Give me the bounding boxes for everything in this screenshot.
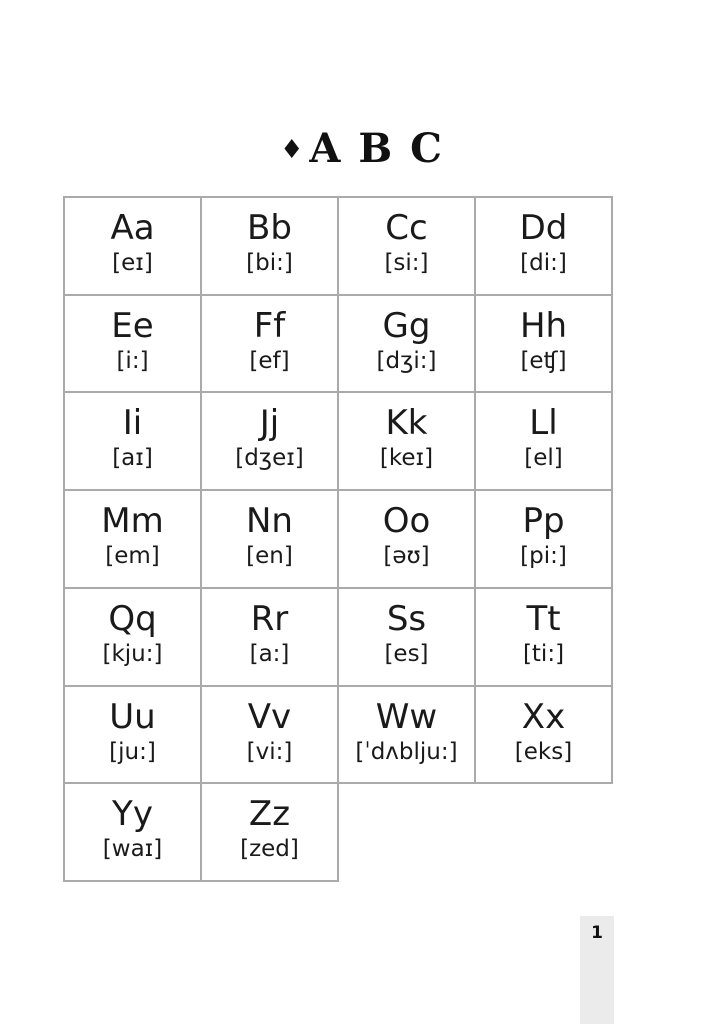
alphabet-cell (474, 391, 613, 491)
letter-pair: Yy (112, 794, 153, 834)
letter-pair: Cc (385, 208, 428, 248)
alphabet-cell (337, 294, 476, 393)
alphabet-cell (337, 391, 476, 491)
letter-pair: Ww (375, 697, 438, 737)
letter-pronunciation: [a:] (249, 641, 290, 667)
letter-pair: Ll (529, 403, 558, 443)
letter-pair: Tt (526, 599, 561, 639)
letter-pronunciation: [keɪ] (379, 445, 434, 471)
letter-pair: Gg (382, 306, 431, 346)
alphabet-cell (200, 685, 339, 784)
letter-pronunciation: [əʊ] (383, 543, 430, 569)
alphabet-table (63, 196, 614, 880)
alphabet-cell (63, 294, 202, 393)
letter-pronunciation: [waɪ] (102, 836, 163, 862)
alphabet-cell (200, 294, 339, 393)
letter-pronunciation: [i:] (116, 348, 149, 374)
letter-pronunciation: [eks] (514, 739, 573, 765)
letter-pair: Ii (122, 403, 143, 443)
letter-pronunciation: [eɪ] (112, 250, 153, 276)
diamond-icon: ♦ (280, 135, 306, 165)
letter-pair: Kk (385, 403, 428, 443)
letter-pronunciation: [bi:] (246, 250, 293, 276)
letter-pair: Zz (248, 794, 291, 834)
letter-pair: Rr (250, 599, 289, 639)
page-number: 1 (591, 923, 603, 943)
alphabet-cell (474, 294, 613, 393)
alphabet-cell (200, 489, 339, 589)
letter-pair: Xx (521, 697, 566, 737)
alphabet-cell (200, 391, 339, 491)
alphabet-cell (200, 587, 339, 687)
page-title (0, 122, 724, 177)
letter-pronunciation: [kju:] (102, 641, 163, 667)
letter-pronunciation: [es] (384, 641, 429, 667)
page-title-text: A B C (309, 125, 444, 172)
alphabet-cell (337, 587, 476, 687)
letter-pronunciation: [em] (105, 543, 160, 569)
alphabet-cell (63, 587, 202, 687)
alphabet-cell (474, 196, 613, 296)
page-number-tab (580, 916, 614, 1024)
letter-pronunciation: [el] (524, 445, 563, 471)
letter-pair: Uu (109, 697, 156, 737)
letter-pronunciation: [ef] (249, 348, 290, 374)
letter-pair: Mm (101, 501, 164, 541)
letter-pair: Dd (519, 208, 568, 248)
alphabet-cell (337, 685, 476, 784)
alphabet-cell (200, 782, 339, 882)
letter-pair: Qq (108, 599, 157, 639)
alphabet-cell (474, 587, 613, 687)
letter-pronunciation: [si:] (384, 250, 429, 276)
alphabet-cell (337, 196, 476, 296)
alphabet-cell (63, 489, 202, 589)
letter-pronunciation: [dʒeɪ] (235, 445, 304, 471)
letter-pair: Nn (246, 501, 293, 541)
letter-pronunciation: [en] (246, 543, 293, 569)
letter-pronunciation: [dʒi:] (376, 348, 437, 374)
alphabet-cell (337, 489, 476, 589)
alphabet-cell (63, 685, 202, 784)
letter-pronunciation: [eʧ] (520, 348, 567, 374)
letter-pair: Jj (259, 403, 280, 443)
alphabet-cell (63, 782, 202, 882)
letter-pronunciation: [di:] (520, 250, 567, 276)
letter-pronunciation: [ˈdʌblju:] (355, 739, 458, 765)
alphabet-cell (63, 196, 202, 296)
letter-pair: Oo (382, 501, 431, 541)
letter-pronunciation: [ju:] (109, 739, 156, 765)
letter-pair: Aa (110, 208, 155, 248)
alphabet-cell (474, 489, 613, 589)
letter-pair: Pp (522, 501, 565, 541)
alphabet-cell (474, 685, 613, 784)
letter-pronunciation: [vi:] (246, 739, 293, 765)
letter-pair: Vv (247, 697, 292, 737)
letter-pair: Hh (519, 306, 568, 346)
letter-pronunciation: [pi:] (520, 543, 567, 569)
letter-pronunciation: [ti:] (522, 641, 565, 667)
alphabet-cell (63, 391, 202, 491)
alphabet-cell (200, 196, 339, 296)
letter-pronunciation: [aɪ] (112, 445, 153, 471)
letter-pair: Ff (253, 306, 286, 346)
letter-pair: Ee (111, 306, 154, 346)
letter-pair: Bb (247, 208, 292, 248)
letter-pronunciation: [zed] (240, 836, 299, 862)
letter-pair: Ss (386, 599, 427, 639)
